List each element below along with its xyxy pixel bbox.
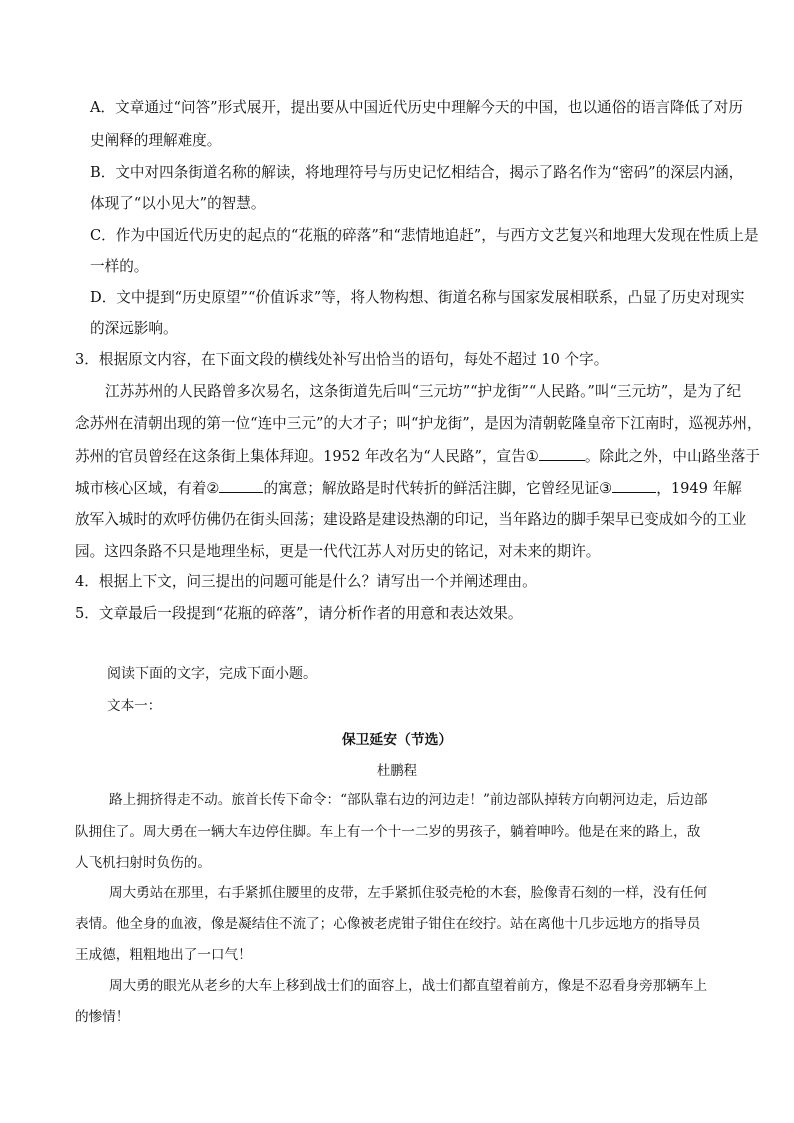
option-b-line-1: B．文中对四条街道名称的解读，将地理符号与历史记忆相结合，揭示了路名作为“密码”的深层内涵， [90, 164, 744, 181]
q3-passage-line-2: 念苏州在清朝出现的第一位“连中三元”的大才子；叫“护龙街”，是因为清朝乾隆皇帝下江南时，巡视苏州， [75, 415, 762, 432]
q3-line-4-text-c: ，1949 年解 [656, 480, 742, 497]
q3-line-3-text-b: 。除此之外，中山路坐落于 [584, 448, 760, 465]
q3-passage-line-3 [75, 446, 760, 467]
text-label: 文本一： [107, 698, 162, 714]
passage-author: 杜鹏程 [376, 764, 418, 779]
blank-1[interactable] [539, 446, 585, 461]
p1-line-2: 队拥住了。周大勇在一辆大车边停住脚。车上有一个十一二岁的男孩子，躺着呻吟。他是在来的路上，敌 [75, 824, 701, 840]
q3-passage-line-6: 园。这四条路不只是地理坐标，更是一代代江苏人对历史的铭记，对未来的期许。 [75, 543, 601, 560]
p3-line-2: 的惨情！ [75, 1009, 130, 1025]
q3-passage-line-1: 江苏苏州的人民路曾多次易名，这条街道先后叫“三元坊”“护龙街”“人民路。”叫“三元坊”，是为了纪 [105, 383, 742, 400]
question-4: 4．根据上下文，问三提出的问题可能是什么？请写出一个并阐述理由。 [75, 573, 537, 590]
option-d-line-2: 的深远影响。 [90, 320, 178, 337]
p2-line-2: 表情。他全身的血液，像是凝结住不流了；心像被老虎钳子钳住在绞拧。站在离他十几步远地方的指导员 [75, 916, 701, 932]
q3-line-3-text-a: 苏州的官员曾经在这条街上集体拜迎。1952 年改名为“人民路”，宣告 [75, 448, 526, 465]
option-c-line-1: C．作为中国近代历史的起点的“花瓶的碎落”和“悲情地追赶”，与西方文艺复兴和地理大发现在性质上是 [90, 227, 759, 244]
passage-title: 保卫延安（节选） [341, 732, 453, 748]
blank-1-marker: ① [525, 448, 539, 465]
q3-line-4-text-a: 城市核心区域，有着 [75, 480, 207, 497]
question-3-prompt: 3．根据原文内容，在下面文段的横线处补写出恰当的语句，每处不超过 10 个字。 [75, 351, 609, 368]
q3-passage-line-5: 放军入城时的欢呼仿佛仍在街头回荡；建设路是建设热潮的印记，当年路边的脚手架早已变成如今的工业 [75, 511, 747, 528]
reading-instruction: 阅读下面的文字，完成下面小题。 [107, 666, 317, 682]
q3-line-4-text-b: 的寓意；解放路是时代转折的鲜活注脚，它曾经见证 [263, 480, 600, 497]
blank-3[interactable] [612, 478, 656, 493]
option-b-line-2: 体现了“以小见大”的智慧。 [90, 195, 266, 212]
q3-passage-line-4 [75, 478, 742, 499]
option-a-line-1: A．文章通过“问答”形式展开，提出要从中国近代历史中理解今天的中国，也以通俗的语言降低了对历 [90, 99, 743, 116]
p1-line-3: 人飞机扫射时负伤的。 [75, 855, 211, 871]
option-c-line-2: 一样的。 [90, 258, 149, 275]
question-5: 5．文章最后一段提到“花瓶的碎落”，请分析作者的用意和表达效果。 [75, 605, 523, 622]
option-d-line-1: D．文中提到“历史原望”“价值诉求”等，将人物构想、街道名称与国家发展相联系，凸显了历史对现实 [90, 289, 745, 306]
p2-line-3: 王成德，粗粗地出了一口气！ [75, 947, 252, 963]
p1-line-1: 路上拥挤得走不动。旅首长传下命令：“部队靠右边的河边走！”前边部队掉转方向朝河边走，后边部 [109, 792, 708, 808]
p3-line-1: 周大勇的眼光从老乡的大车上移到战士们的面容上，战士们都直望着前方，像是不忍看身旁那辆车上 [109, 978, 708, 994]
p2-line-1: 周大勇站在那里，右手紧抓住腰里的皮带，左手紧抓住驳壳枪的木套，脸像青石刻的一样，没有任何 [109, 885, 708, 901]
option-a-line-2: 史阐释的理解难度。 [90, 132, 222, 149]
blank-3-marker: ③ [599, 480, 613, 497]
blank-2[interactable] [219, 478, 263, 493]
blank-2-marker: ② [206, 480, 220, 497]
